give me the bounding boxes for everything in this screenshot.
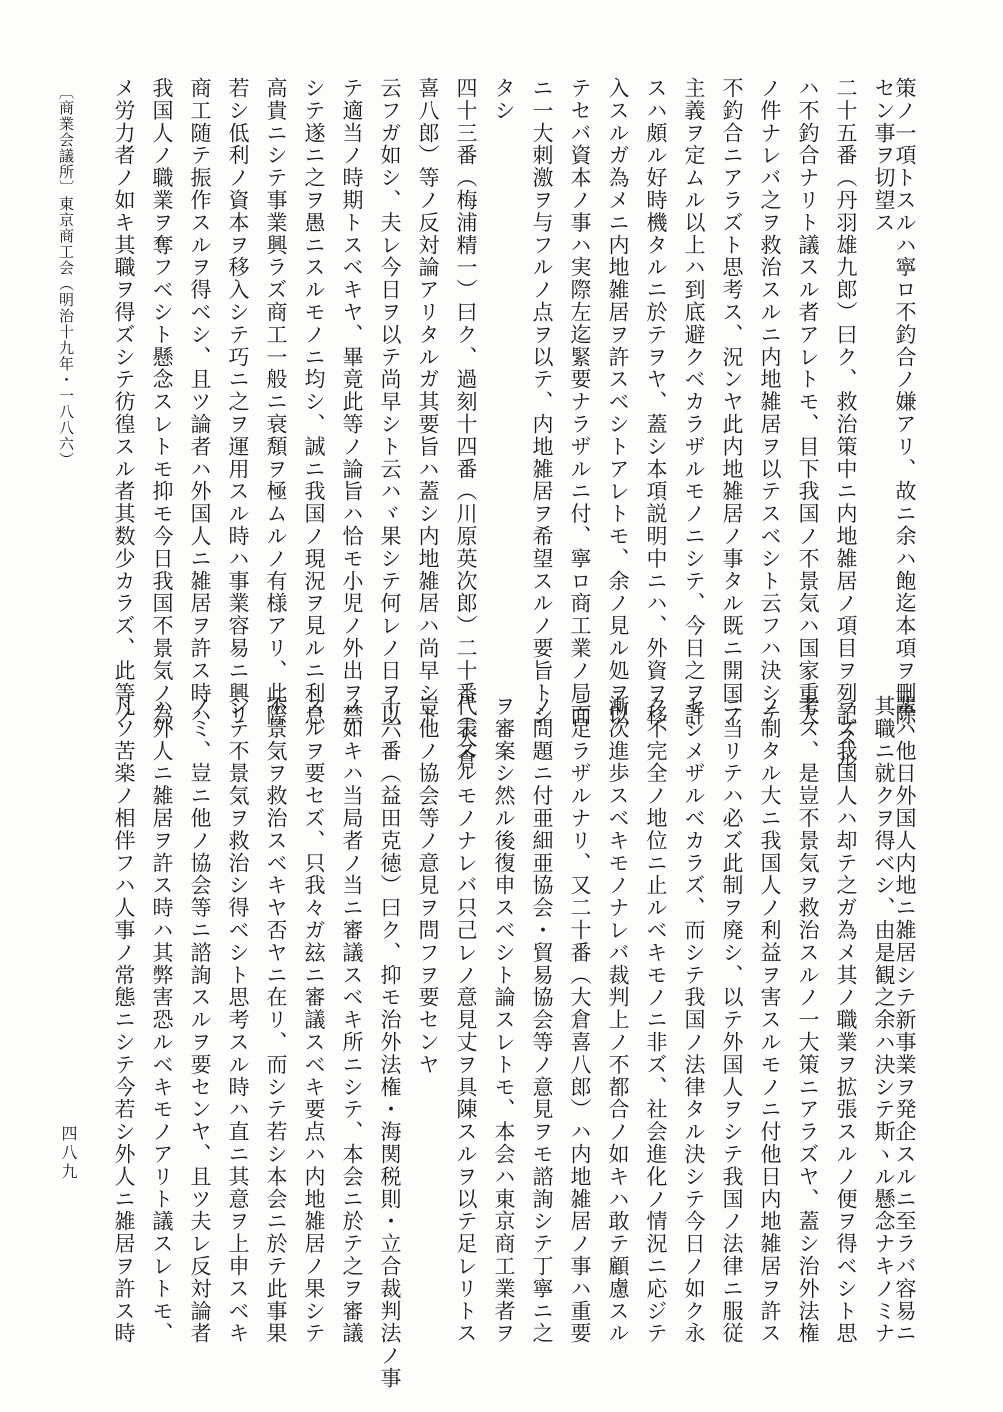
- text-column: スハ頗ル好時機タルニ於テヲヤ、蓋シ本項説明中ニハ、外資ヲ移: [644, 77, 668, 727]
- text-column: ニ一大刺激ヲ与フルノ点ヲ以テ、内地雑居ヲ希望スルノ要旨トシ: [530, 77, 554, 727]
- text-column: 考ス、是豈不景気ヲ救治スルノ一大策ニアラズヤ、蓋シ治外法権: [796, 695, 820, 1345]
- lower-text-block: [96, 695, 917, 1390]
- text-column: 主義ヲ定ムル以上ハ到底避クベカラザルモノニシテ、今日之ヲ許: [682, 77, 706, 727]
- footer-era: （明治十九年・一八八六）: [57, 276, 75, 468]
- text-column: 四十三番（梅浦精一）曰ク、過刻十四番（川原英次郎）二十番（大倉: [454, 77, 478, 772]
- text-column: 若シ低利ノ資本ヲ移入シテ巧ニ之ヲ運用スル時ハ事業容易ニ興リ: [226, 77, 250, 727]
- text-column: 代表スルモノナレバ只己レノ意見丈ヲ具陳スルヲ以テ足レリトス: [454, 695, 478, 1345]
- text-column: 漸次進歩スベキモノナレバ裁判上ノ不都合ノ如キハ敢テ顧慮スル: [606, 695, 630, 1345]
- upper-text-block: [96, 77, 917, 772]
- text-column: セシメザルベカラズ、而シテ我国ノ法律タル決シテ今日ノ如ク永: [682, 695, 706, 1345]
- text-column: セン事ヲ切望ス: [872, 77, 896, 234]
- text-column: ヲ審案シ然ル後復申スベシト論スレトモ、本会ハ東京商工業者ヲ: [492, 695, 516, 1345]
- text-column: ノミ、豈ニ他ノ協会等ニ諮詢スルヲ要センヤ、且ツ夫レ反対論者: [188, 695, 212, 1345]
- text-column: 豈他ノ協会等ノ意見ヲ問フヲ要センヤ: [416, 695, 440, 1076]
- text-column: ハ不釣合ナリト議スル者アレトモ、目下我国ノ不景気ハ国家重大: [796, 77, 820, 727]
- text-column: 輩ハ他日外国人内地ニ雑居シテ新事業ヲ発企スルニ至ラバ容易ニ: [893, 695, 917, 1345]
- text-column: 商工随テ振作スルヲ得ベシ、且ツ論者ハ外国人ニ雑居ヲ許ス時ハ: [188, 77, 212, 727]
- text-column: メ労力者ノ如キ其職ヲ得ズシテ彷徨スル者其数少カラズ、此等ノ: [112, 77, 136, 727]
- text-column: 不景気ヲ救治スベキヤ否ヤニ在リ、而シテ若シ本会ニ於テ此事果: [264, 695, 288, 1345]
- running-footer: [58, 84, 73, 468]
- text-column: 凡ソ苦楽ノ相伴フハ人事ノ常態ニシテ今若シ外人ニ雑居ヲ許ス時: [112, 695, 136, 1345]
- footer-publisher: 東京商工会: [57, 196, 75, 276]
- page-number: 四八九: [59, 1125, 78, 1182]
- text-column: テセバ資本ノ事ハ実際左迄緊要ナラザルニ付、寧ロ商工業ノ局面: [568, 77, 592, 727]
- text-column: 入スルガ為メニ内地雑居ヲ許スベシトアレトモ、余ノ見ル処ヲ以: [606, 77, 630, 727]
- text-column: 高貴ニシテ事業興ラズ商工一般ニ衰頽ヲ極ムルノ有様アリ、此際: [264, 77, 288, 727]
- text-column: 不釣合ニアラズト思考ス、況ンヤ此内地雑居ノ事タル既ニ開国ノ: [720, 77, 744, 727]
- text-column: 我国人ノ職業ヲ奪フベシト懸念スレトモ抑モ今日我国不景気ノ為: [150, 77, 174, 727]
- text-column: 策ノ一項トスルハ寧ロ不釣合ノ嫌アリ、故ニ余ハ飽迄本項ヲ刪除: [893, 77, 917, 727]
- text-column: ノ制タル大ニ我国人ノ利益ヲ害スルモノニ付他日内地雑居ヲ許ス: [758, 695, 782, 1345]
- text-column: スルヲ要セズ、只我々ガ玆ニ審議スベキ要点ハ内地雑居ノ果シテ: [302, 695, 326, 1345]
- text-column: ノ問題ニ付亜細亜協会・貿易協会等ノ意見ヲモ諮詢シテ丁寧ニ之: [530, 695, 554, 1345]
- text-column: ハ外人ニ雑居ヲ許ス時ハ其弊害恐ルベキモノアリト議スレトモ、: [150, 695, 174, 1345]
- text-column: ニ足ラザルナリ、又二十番（大倉喜八郎）ハ内地雑居ノ事ハ重要: [568, 695, 592, 1345]
- text-column: ノ件ナレバ之ヲ救治スルニ内地雑居ヲ以テスベシト云フハ決シテ: [758, 77, 782, 727]
- text-column: 十六番（益田克徳）曰ク、抑モ治外法権・海関税則・立合裁判法ノ事: [378, 695, 402, 1390]
- text-column: 二十五番（丹羽雄九郎）曰ク、救治策中ニ内地雑居ノ項目ヲ列記スル: [834, 77, 858, 772]
- text-column: 喜八郎）等ノ反対論アリタルガ其要旨ハ蓋シ内地雑居ハ尚早シト: [416, 77, 440, 727]
- text-column: ラズ我国人ハ却テ之ガ為メ其ノ職業ヲ拡張スルノ便ヲ得ベシト思: [834, 695, 858, 1345]
- text-column: 云フガ如シ、夫レ今日ヲ以テ尚早シト云ハヾ果シテ何レノ日ヲ以: [378, 77, 402, 727]
- text-column: シテ不景気ヲ救治シ得ベシト思考スル時ハ直ニ其意ヲ上申スベキ: [226, 695, 250, 1345]
- text-column: ク不完全ノ地位ニ止ルベキモノニ非ズ、社会進化ノ情況ニ応ジテ: [644, 695, 668, 1345]
- text-column: シテ遂ニ之ヲ愚ニスルモノニ均シ、誠ニ我国ノ現況ヲ見ルニ利息: [302, 77, 326, 727]
- text-column: タシ: [492, 77, 516, 122]
- text-column: ノ如キハ当局者ノ当ニ審議スベキ所ニシテ、本会ニ於テ之ヲ審議: [340, 695, 364, 1345]
- text-column: テ適当ノ時期トスベキヤ、畢竟此等ノ論旨ハ恰モ小児ノ外出ヲ禁: [340, 77, 364, 727]
- footer-section: 〔商業会議所〕: [57, 84, 75, 196]
- text-column: 其職ニ就クヲ得ベシ、由是観之余ハ決シテ斯ヽル懸念ナキノミナ: [872, 695, 896, 1345]
- text-column: ニ当リテハ必ズ此制ヲ廃シ、以テ外国人ヲシテ我国ノ法律ニ服従: [720, 695, 744, 1345]
